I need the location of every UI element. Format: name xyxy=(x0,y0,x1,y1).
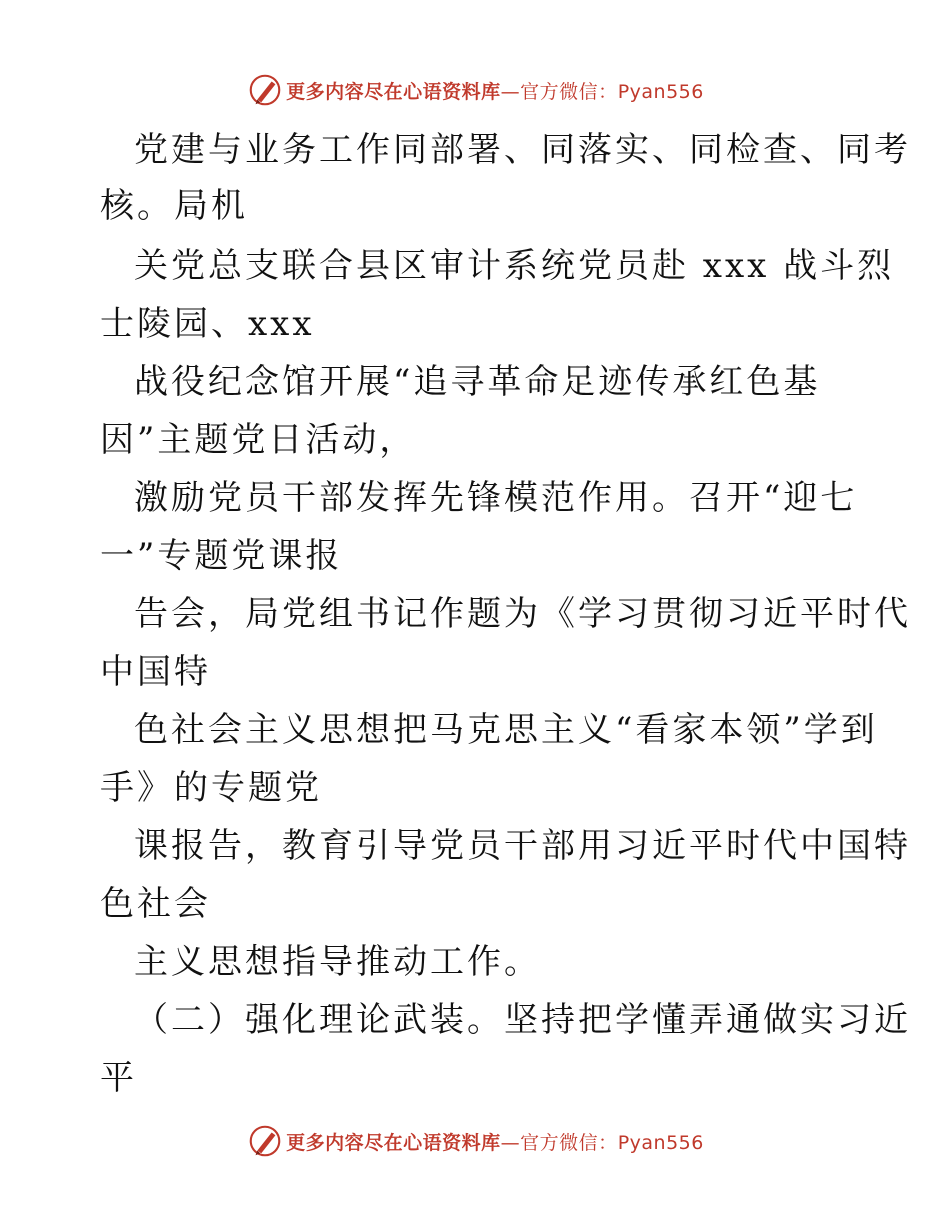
text-line: 平 xyxy=(100,1058,137,1098)
header-banner-separator: —官方微信： xyxy=(500,80,618,103)
footer-banner-main: 更多内容尽在心语资料库 xyxy=(286,1131,501,1154)
header-wechat-id: Pyan556 xyxy=(617,80,704,103)
text-line: 手》的专题党 xyxy=(100,768,322,808)
header-banner-main: 更多内容尽在心语资料库 xyxy=(286,80,501,103)
text-line: 告会，局党组书记作题为《学习贯彻习近平时代 xyxy=(134,594,911,634)
text-line: 士陵园、xxx xyxy=(100,304,315,344)
text-line: 中国特 xyxy=(100,652,211,692)
text-line: 课报告，教育引导党员干部用习近平时代中国特 xyxy=(134,826,911,866)
text-line: 关党总支联合县区审计系统党员赴 xxx 战斗烈 xyxy=(134,246,895,286)
text-line: 一”专题党课报 xyxy=(100,536,343,576)
text-line: （二）强化理论武装。坚持把学懂弄通做实习近 xyxy=(134,1000,911,1040)
header-banner-text xyxy=(286,77,704,104)
text-line: 战役纪念馆开展“追寻革命足迹传承红色基 xyxy=(134,362,821,402)
text-line: 因”主题党日活动， xyxy=(100,420,417,460)
pen-logo-icon xyxy=(246,71,284,109)
text-line: 激励党员干部发挥先锋模范作用。召开“迎七 xyxy=(134,478,858,518)
footer-banner-text xyxy=(286,1128,704,1155)
text-line: 色社会主义思想把马克思主义“看家本领”学到 xyxy=(134,710,878,750)
pen-logo-icon xyxy=(246,1122,284,1160)
text-line: 主义思想指导推动工作。 xyxy=(134,942,541,982)
text-line: 色社会 xyxy=(100,884,211,924)
text-line: 核。局机 xyxy=(100,186,248,226)
text-line: 党建与业务工作同部署、同落实、同检查、同考 xyxy=(134,130,911,170)
footer-banner-separator: —官方微信： xyxy=(500,1131,618,1154)
header-banner xyxy=(0,70,950,110)
footer-wechat-id: Pyan556 xyxy=(617,1131,704,1154)
footer-banner xyxy=(0,1121,950,1161)
